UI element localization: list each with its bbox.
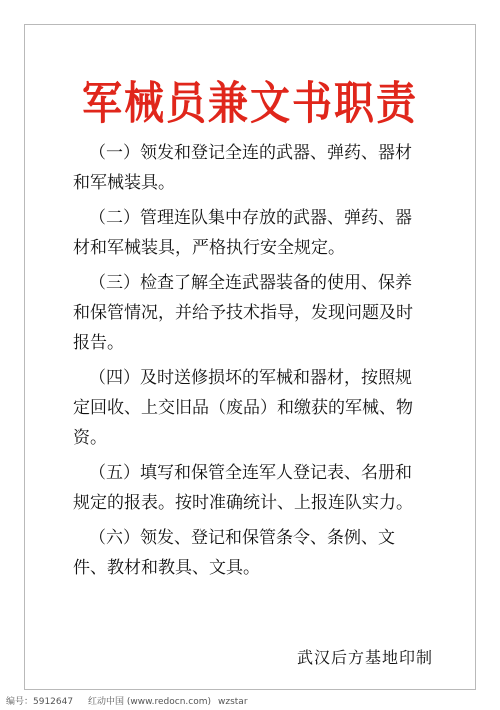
duty-line: （一）领发和登记全连的武器、弹药、器材 bbox=[89, 143, 412, 163]
duty-line: 报告。 bbox=[73, 333, 124, 353]
duty-line: （六）领发、登记和保管条令、条例、文 bbox=[89, 528, 395, 548]
footer-site: 红动中国 (www.redocn.com) bbox=[88, 697, 211, 707]
duty-line: 和军械装具。 bbox=[73, 173, 175, 193]
duty-line: （三）检查了解全连武器装备的使用、保养 bbox=[89, 273, 412, 293]
duty-line: 资。 bbox=[73, 428, 107, 448]
duty-line: （五）填写和保管全连军人登记表、名册和 bbox=[89, 463, 412, 483]
page-title: 军械员兼文书职责 bbox=[82, 78, 418, 130]
duty-line: （二）管理连队集中存放的武器、弹药、器 bbox=[89, 208, 412, 228]
watermark-footer bbox=[0, 694, 500, 710]
duty-line: 定回收、上交旧品（废品）和缴获的军械、物 bbox=[73, 398, 413, 418]
duty-line: （四）及时送修损坏的军械和器材，按照规 bbox=[89, 368, 412, 388]
duty-line: 和保管情况，并给予技术指导，发现问题及时 bbox=[73, 303, 413, 323]
duty-line: 材和军械装具，严格执行安全规定。 bbox=[73, 238, 345, 258]
footer-author: wzstar bbox=[218, 697, 248, 707]
duty-line: 件、教材和教具、文具。 bbox=[73, 558, 260, 578]
poster-sheet bbox=[24, 24, 476, 690]
duty-line: 规定的报表。按时准确统计、上报连队实力。 bbox=[73, 493, 413, 513]
signature: 武汉后方基地印制 bbox=[297, 648, 434, 667]
footer-id: 编号：5912647 bbox=[6, 697, 74, 707]
